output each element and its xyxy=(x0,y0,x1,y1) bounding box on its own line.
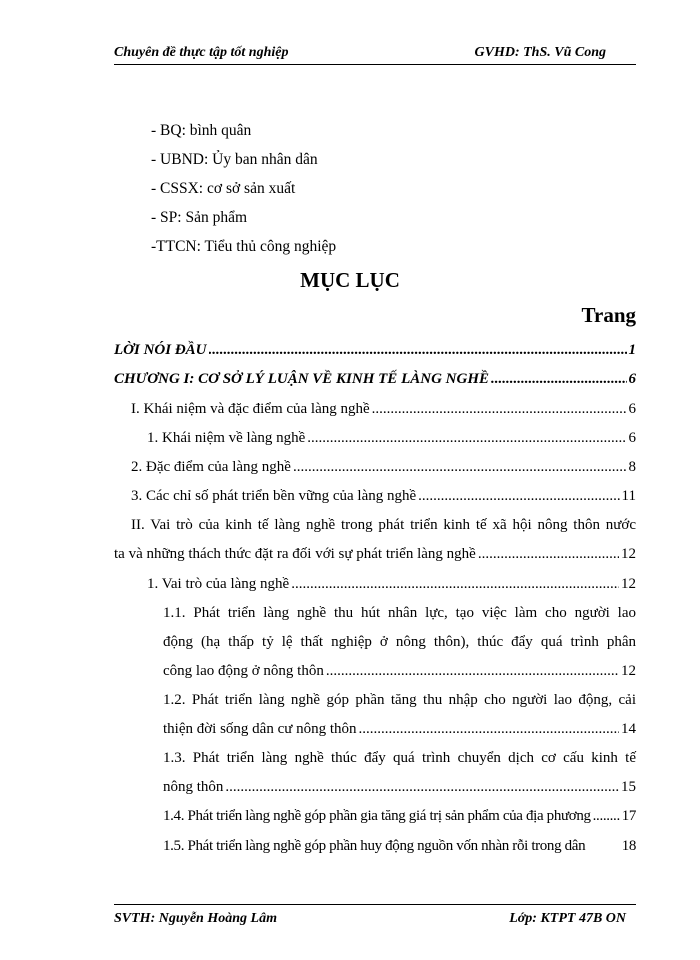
toc-page-number: 11 xyxy=(621,488,636,504)
toc-entry-1-5[interactable]: 1.5. Phát triển làng nghề góp phần huy động nguồn vốn nhàn rỗi trong dân 18 xyxy=(163,838,636,854)
toc-entry-last-line: ta và những thách thức đặt ra đối với sự phát triển làng nghề ..... 12 xyxy=(114,544,636,564)
toc-entry-text-line: 1.3. Phát triển làng nghề thúc đẩy quá trình chuyển dịch cơ cấu kinh tế xyxy=(163,750,636,766)
toc-entry-3[interactable]: 3. Các chỉ số phát triển bền vững của làng nghề ..... 11 xyxy=(131,486,636,506)
abbreviation-item: - CSSX: cơ sở sản xuất xyxy=(151,180,296,197)
header-document-type: Chuyên đề thực tập tốt nghiệp xyxy=(114,45,289,60)
abbreviation-item: - SP: Sản phẩm xyxy=(151,209,248,226)
toc-page-number: 15 xyxy=(621,779,636,795)
toc-entry-last-line: nông thôn ..... 15 xyxy=(163,777,636,797)
toc-entry-2[interactable]: 2. Đặc điểm của làng nghề ..... 8 xyxy=(131,457,636,477)
toc-page-number: 8 xyxy=(628,459,636,475)
toc-page-number: 18 xyxy=(621,838,636,854)
toc-page-number: 12 xyxy=(621,663,636,679)
header-supervisor: GVHD: ThS. Vũ Cong xyxy=(474,45,606,60)
toc-entry-last-line: thiện đời sống dân cư nông thôn ..... 14 xyxy=(163,719,636,739)
toc-entry-text-line: động (hạ thấp tỷ lệ thất nghiệp ở nông thôn), thúc đẩy quá trình phân xyxy=(163,634,636,650)
toc-page-number: 12 xyxy=(621,546,636,562)
footer-author: SVTH: Nguyễn Hoàng Lâm xyxy=(114,911,277,926)
toc-page-number: 1 xyxy=(628,342,636,358)
footer-class: Lớp: KTPT 47B ON xyxy=(509,911,626,926)
toc-page-number: 12 xyxy=(621,576,636,592)
toc-entry-section-i[interactable]: I. Khái niệm và đặc điểm của làng nghề ..... 6 xyxy=(131,399,636,419)
toc-page-number: 6 xyxy=(628,430,636,446)
toc-page-column-label: Trang xyxy=(581,303,636,327)
toc-page-number: 6 xyxy=(628,371,636,387)
toc-entry-1-4[interactable]: 1.4. Phát triển làng nghề góp phần gia tăng giá trị sản phẩm của địa phương ..... 17 xyxy=(163,806,636,826)
toc-entry-text-line: 1.2. Phát triển làng nghề góp phần tăng thu nhập cho người lao động, cải xyxy=(163,692,636,708)
toc-entry-text-line: II. Vai trò của kinh tế làng nghề trong phát triển kinh tế xã hội nông thôn nước xyxy=(131,517,636,533)
toc-entry-last-line: công lao động ở nông thôn ..... 12 xyxy=(163,661,636,681)
toc-entry-text-line: 1.1. Phát triển làng nghề thu hút nhân lực, tạo việc làm cho người lao xyxy=(163,605,636,621)
toc-page-number: 17 xyxy=(621,808,636,824)
toc-entry-chapter-1[interactable]: CHƯƠNG I: CƠ SỞ LÝ LUẬN VỀ KINH TẾ LÀNG NGHỀ ..... 6 xyxy=(114,369,636,389)
abbreviation-item: -TTCN: Tiểu thủ công nghiệp xyxy=(151,238,337,255)
abbreviation-item: - BQ: bình quân xyxy=(151,122,252,139)
toc-entry-preface[interactable]: LỜI NÓI ĐẦU ..... 1 xyxy=(114,340,636,360)
page-footer xyxy=(114,904,636,930)
toc-page-number: 6 xyxy=(628,401,636,417)
toc-page-number: 14 xyxy=(621,721,636,737)
toc-entry-ii-1[interactable]: 1. Vai trò của làng nghề ..... 12 xyxy=(147,574,636,594)
abbreviation-item: - UBND: Ủy ban nhân dân xyxy=(151,151,318,168)
page-header xyxy=(114,44,636,65)
toc-entry-1[interactable]: 1. Khái niệm về làng nghề ..... 6 xyxy=(147,428,636,448)
toc-title: MỤC LỤC xyxy=(300,268,400,292)
